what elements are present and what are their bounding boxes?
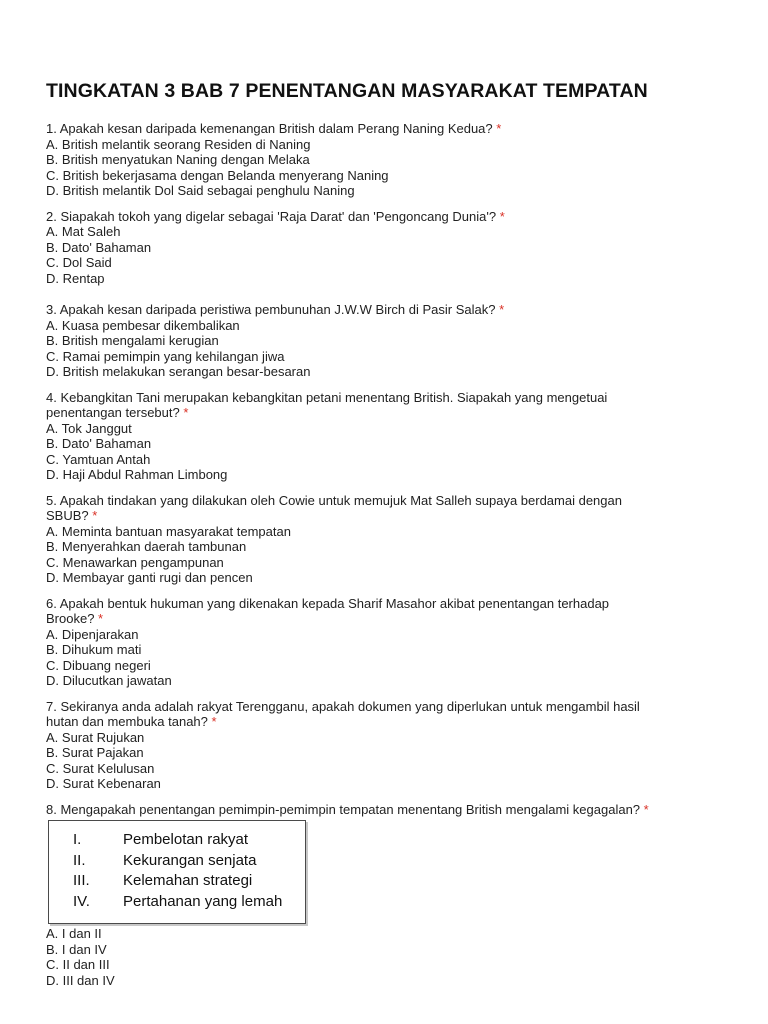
- option-a: A. I dan II: [46, 926, 102, 941]
- option-d: D. Rentap: [46, 270, 105, 286]
- statement-number: IV.: [73, 892, 90, 910]
- question-stem-line-2: [46, 611, 726, 627]
- question-stem: [46, 209, 726, 225]
- option-c: C. Dol Said: [46, 255, 112, 270]
- question-text: hutan dan membuka tanah?: [46, 714, 208, 729]
- option-a: A. Mat Saleh: [46, 224, 121, 239]
- option-b: B. Dato' Bahaman: [46, 436, 152, 451]
- option-d: D. Dilucutkan jawatan: [46, 673, 172, 688]
- required-marker: *: [98, 611, 104, 626]
- statement-row: [49, 892, 305, 913]
- question-stem: [46, 802, 726, 818]
- statement-row: [49, 871, 305, 892]
- worksheet-page: [46, 78, 726, 988]
- option-c: C. Surat Kelulusan: [46, 760, 155, 776]
- option-d: D. Surat Kebenaran: [46, 776, 161, 791]
- option-c: C. Menawarkan pengampunan: [46, 554, 224, 570]
- statement-text: Kelemahan strategi: [123, 872, 253, 889]
- required-marker: *: [211, 714, 217, 729]
- option-d: D. III dan IV: [46, 972, 115, 988]
- option-d: D. Haji Abdul Rahman Limbong: [46, 467, 228, 482]
- option-b: B. British mengalami kerugian: [46, 333, 219, 348]
- question-3: [46, 302, 726, 380]
- option-b: B. Menyerahkan daerah tambunan: [46, 539, 247, 554]
- option-b: B. Dato' Bahaman: [46, 239, 152, 255]
- required-marker: *: [643, 801, 649, 817]
- question-text: penentangan tersebut?: [46, 405, 180, 420]
- page-title: TINGKATAN 3 BAB 7 PENENTANGAN MASYARAKAT TEMPATAN: [46, 80, 648, 102]
- question-stem-line-1: 4. Kebangkitan Tani merupakan kebangkitan petani menentang British. Siapakah yang mengetuai: [46, 389, 608, 405]
- option-a: A. Dipenjarakan: [46, 626, 139, 642]
- question-stem-line-1: 5. Apakah tindakan yang dilakukan oleh Cowie untuk memujuk Mat Salleh supaya berdamai dengan: [46, 492, 622, 508]
- question-text: SBUB?: [46, 508, 89, 523]
- option-a: A. Surat Rujukan: [46, 729, 145, 745]
- statement-row: [49, 851, 305, 872]
- option-b: B. Surat Pajakan: [46, 745, 144, 760]
- question-stem-line-2: [46, 508, 726, 524]
- question-stem-line-1: 7. Sekiranya anda adalah rakyat Terengganu, apakah dokumen yang diperlukan untuk mengambil hasil: [46, 698, 640, 714]
- question-4: [46, 390, 726, 483]
- option-a: A. Meminta bantuan masyarakat tempatan: [46, 523, 291, 539]
- option-b: B. Dihukum mati: [46, 642, 142, 657]
- question-5: [46, 493, 726, 586]
- option-c: C. Dibuang negeri: [46, 657, 151, 673]
- required-marker: *: [92, 508, 98, 523]
- option-a: A. Kuasa pembesar dikembalikan: [46, 317, 240, 333]
- option-d: D. Membayar ganti rugi dan pencen: [46, 570, 253, 585]
- statement-text: Kekurangan senjata: [123, 851, 257, 869]
- required-marker: *: [183, 405, 189, 420]
- question-6: [46, 596, 726, 689]
- question-text: 2. Siapakah tokoh yang digelar sebagai 'Raja Darat' dan 'Pengoncang Dunia'?: [46, 208, 497, 224]
- statement-number: I.: [73, 831, 82, 848]
- question-stem-line-1: 6. Apakah bentuk hukuman yang dikenakan kepada Sharif Masahor akibat penentangan terhadap: [46, 595, 610, 611]
- question-stem-line-2: [46, 714, 726, 730]
- option-d: D. British melantik Dol Said sebagai penghulu Naning: [46, 183, 355, 198]
- question-7: [46, 699, 726, 792]
- statement-text: Pertahanan yang lemah: [123, 892, 283, 910]
- statement-number: III.: [73, 872, 90, 889]
- required-marker: *: [499, 302, 505, 317]
- question-text: 8. Mengapakah penentangan pemimpin-pemimpin tempatan menentang British mengalami kegagalan?: [46, 801, 641, 817]
- question-1: [46, 121, 726, 199]
- question-stem-line-2: [46, 405, 726, 421]
- question-text: 1. Apakah kesan daripada kemenangan British dalam Perang Naning Kedua?: [46, 121, 493, 136]
- statement-row: [49, 830, 305, 851]
- required-marker: *: [499, 208, 505, 224]
- statement-text: Pembelotan rakyat: [123, 831, 249, 848]
- question-text: Brooke?: [46, 611, 95, 626]
- option-c: C. Yamtuan Antah: [46, 451, 151, 467]
- required-marker: *: [496, 121, 502, 136]
- question-text: 3. Apakah kesan daripada peristiwa pembunuhan J.W.W Birch di Pasir Salak?: [46, 302, 496, 317]
- statement-number: II.: [73, 851, 86, 869]
- question-8: [46, 802, 726, 989]
- option-a: A. Tok Janggut: [46, 420, 132, 436]
- question-stem: [46, 121, 726, 137]
- question-2: [46, 209, 726, 287]
- option-b: B. British menyatukan Naning dengan Melaka: [46, 152, 310, 167]
- option-c: C. British bekerjasama dengan Belanda menyerang Naning: [46, 167, 389, 183]
- question-stem: [46, 302, 726, 318]
- option-a: A. British melantik seorang Residen di Naning: [46, 136, 311, 152]
- option-b: B. I dan IV: [46, 941, 107, 957]
- option-c: C. Ramai pemimpin yang kehilangan jiwa: [46, 348, 285, 364]
- option-d: D. British melakukan serangan besar-besaran: [46, 364, 311, 379]
- option-c: C. II dan III: [46, 957, 110, 972]
- statement-box: [48, 820, 306, 924]
